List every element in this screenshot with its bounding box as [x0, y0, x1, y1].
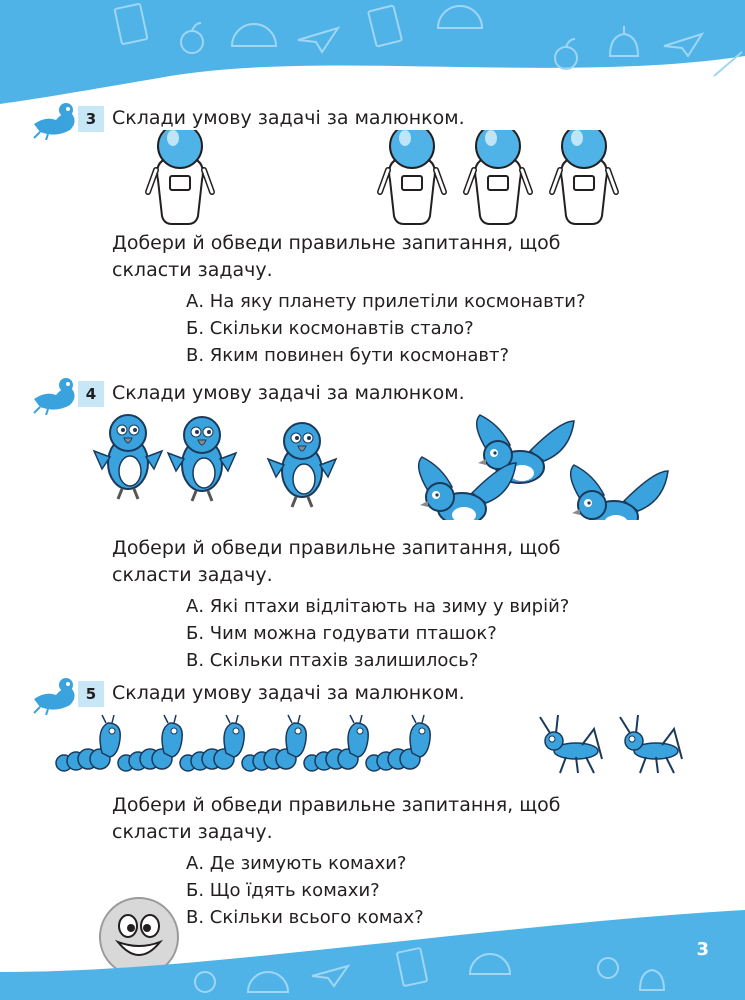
- answer-option-a[interactable]: А. Де зимують комахи?: [186, 853, 407, 874]
- top-decorative-band: [0, 0, 745, 110]
- answer-option-a[interactable]: А. На яку планету прилетіли космонавти?: [186, 291, 586, 312]
- answer-option-b[interactable]: Б. Чим можна годувати пташок?: [186, 623, 497, 644]
- task-prompt: Добери й обведи правильне запитання, щоб скласти задачу.: [112, 794, 561, 843]
- astronaut-icon: [466, 130, 530, 224]
- astronaut-icon: [148, 130, 212, 224]
- bottom-decorative-band: [0, 910, 745, 1000]
- task-number: 5: [78, 681, 104, 707]
- task-title: Склади умову задачі за малюнком.: [112, 382, 465, 404]
- caterpillar-icon: [180, 715, 244, 771]
- bird-icon: [268, 423, 336, 507]
- astronaut-icon: [552, 130, 616, 224]
- answer-option-c[interactable]: В. Скільки всього комах?: [186, 907, 424, 928]
- task-header: [30, 675, 630, 715]
- caterpillar-icon: [366, 715, 430, 771]
- bird-icon: [571, 465, 668, 520]
- task-title: Склади умову задачі за малюнком.: [112, 682, 465, 704]
- task-prompt: Добери й обведи правильне запитання, щоб скласти задачу.: [112, 537, 561, 586]
- caterpillar-icon: [56, 715, 120, 771]
- task-prompt: Добери й обведи правильне запитання, щоб скласти задачу.: [112, 232, 561, 281]
- page-number: 3: [696, 939, 709, 960]
- caterpillar-icon: [242, 715, 306, 771]
- grasshopper-icon: [540, 715, 602, 773]
- answer-option-b[interactable]: Б. Що їдять комахи?: [186, 880, 380, 901]
- bird-icon: [168, 417, 236, 501]
- answer-option-a[interactable]: А. Які птахи відлітають на зиму у вирій?: [186, 596, 570, 617]
- grasshopper-icon: [620, 715, 682, 773]
- answer-option-c[interactable]: В. Яким повинен бути космонавт?: [186, 345, 510, 366]
- insects-illustration: [0, 713, 745, 785]
- astronaut-icon: [380, 130, 444, 224]
- answer-options: [186, 593, 569, 674]
- task-number: 4: [78, 381, 104, 407]
- answer-option-c[interactable]: В. Скільки птахів залишилось?: [186, 650, 479, 671]
- answer-option-b[interactable]: Б. Скільки космонавтів стало?: [186, 318, 474, 339]
- task-title: Склади умову задачі за малюнком.: [112, 107, 465, 129]
- birds-illustration: [0, 405, 745, 520]
- answer-options: [186, 288, 586, 369]
- caterpillar-icon: [118, 715, 182, 771]
- astronaut-illustration: [0, 130, 745, 225]
- task-number: 3: [78, 106, 104, 132]
- caterpillar-icon: [304, 715, 368, 771]
- bird-icon: [94, 415, 162, 499]
- bird-icon: [477, 415, 574, 483]
